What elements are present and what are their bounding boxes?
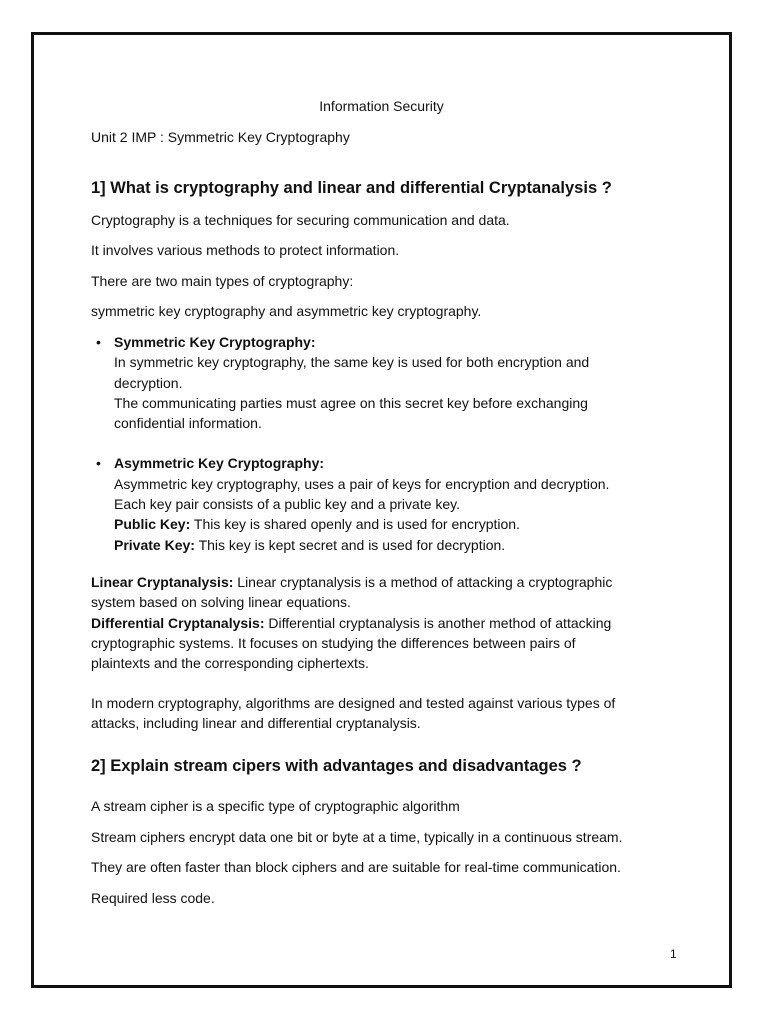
document-page [31,32,732,988]
linear-label: Linear Cryptanalysis: [91,574,234,590]
linear-line [91,572,701,592]
differential-text: Differential cryptanalysis is another method of attacking [264,614,612,631]
paragraph-line: Cryptography is a techniques for securing communication and data. [91,212,510,228]
asymmetric-line: Asymmetric key cryptography, uses a pair of keys for encryption and decryption. [114,475,610,492]
asymmetric-title: Asymmetric Key Cryptography: [114,455,325,472]
modern-line: In modern cryptography, algorithms are designed and tested against various types of [91,695,616,711]
symmetric-title: Symmetric Key Cryptography: [114,334,316,350]
paragraph-line: Required less code. [91,890,215,906]
differential-label: Differential Cryptanalysis: [91,614,265,631]
linear-text: Linear cryptanalysis is a method of attacking a cryptographic [233,574,613,590]
cryptanalysis-paragraph [91,572,701,673]
paragraph-line: symmetric key cryptography and asymmetric key cryptography. [91,303,482,319]
paragraph-line: They are often faster than block ciphers and are suitable for real-time communication. [91,859,621,875]
asymmetric-line: Each key pair consists of a public key and a private key. [114,496,461,513]
differential-line [91,613,701,633]
linear-line: system based on solving linear equations. [91,594,351,611]
private-key-label: Private Key: [114,536,195,553]
private-key-text: This key is kept secret and is used for decryption. [194,536,506,553]
question-2-heading: 2] Explain stream cipers with advantages and disadvantages ? [91,757,582,775]
symmetric-line: confidential information. [114,415,262,432]
public-key-label: Public Key: [114,516,191,533]
differential-line: plaintexts and the corresponding ciphertexts. [91,655,369,672]
paragraph-line: It involves various methods to protect information. [91,242,400,258]
private-key-line [114,535,694,555]
symmetric-line: decryption. [114,374,183,391]
symmetric-line: The communicating parties must agree on this secret key before exchanging [114,394,588,411]
document-title: Information Security [319,98,444,114]
question-1-heading: 1] What is cryptography and linear and differential Cryptanalysis ? [91,179,612,197]
symmetric-line: In symmetric key cryptography, the same key is used for both encryption and [114,354,590,371]
paragraph-line: A stream cipher is a specific type of cryptographic algorithm [91,798,460,814]
paragraph-line: Stream ciphers encrypt data one bit or byte at a time, typically in a continuous stream. [91,829,623,845]
bullet-icon: • [96,455,101,472]
list-item-symmetric [96,332,694,433]
differential-line: cryptographic systems. It focuses on studying the differences between pairs of [91,634,576,651]
modern-line: attacks, including linear and differential cryptanalysis. [91,715,421,732]
page-number: 1 [670,947,677,961]
paragraph-line: There are two main types of cryptography: [91,273,354,289]
modern-cryptography-paragraph [91,693,701,734]
public-key-line [114,514,694,534]
bullet-icon: • [96,334,101,350]
unit-heading: Unit 2 IMP : Symmetric Key Cryptography [91,129,350,145]
public-key-text: This key is shared openly and is used for encryption. [190,516,520,533]
list-item-asymmetric [96,453,694,554]
cryptography-types-list [96,332,694,555]
